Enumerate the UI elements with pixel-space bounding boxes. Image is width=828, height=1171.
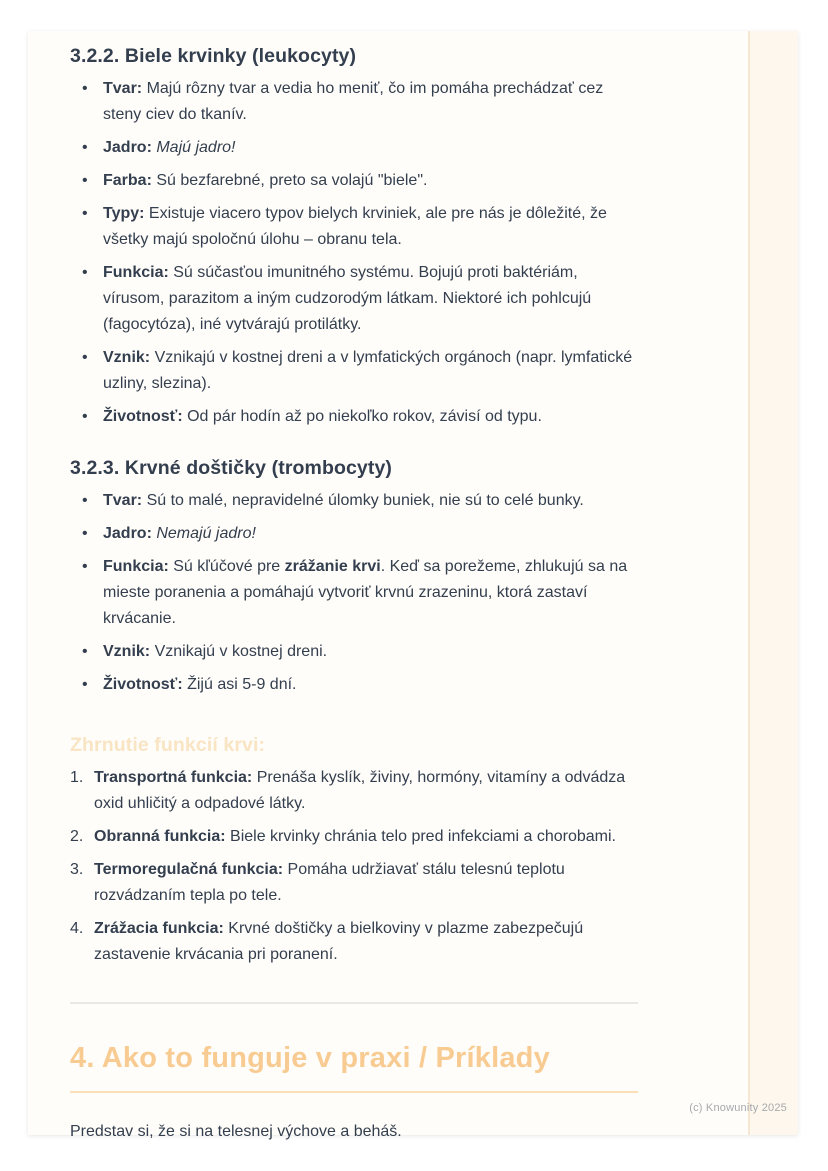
list-item [70, 168, 642, 194]
intro-paragraph: Predstav si, že si na telesnej výchove a beháš. [70, 1123, 402, 1140]
item-text: Sú to malé, nepravidelné úlomky buniek, nie sú to celé bunky. [142, 492, 584, 509]
item-label: Jadro: [103, 139, 152, 156]
document-content [70, 31, 670, 1145]
bullet-icon: • [82, 264, 88, 281]
item-text: Majú rôzny tvar a vedia ho meniť, čo im pomáha prechádzať cez steny ciev do tkanív. [103, 80, 604, 123]
item-label: Životnosť: [103, 408, 183, 425]
bullet-icon: • [82, 80, 88, 97]
copyright-watermark: (c) Knowunity 2025 [689, 1102, 787, 1114]
list-item [70, 260, 642, 338]
bullet-icon: • [82, 676, 88, 693]
list-item [70, 76, 642, 128]
item-text: . Keď sa porežeme, zhlukujú sa na mieste poranenia a pomáhajú vytvoriť krvnú zrazeninu, ktorá zastaví krvácanie. [103, 558, 628, 627]
item-label: Tvar: [103, 80, 143, 97]
item-label: Funkcia: [103, 558, 169, 575]
list-item [70, 916, 642, 968]
item-text-bold: zrážanie krvi [284, 558, 381, 575]
list-item [70, 521, 642, 547]
item-text: Vznikajú v kostnej dreni a v lymfatických orgánoch (napr. lymfatické uzliny, slezina). [103, 349, 633, 392]
item-text: Sú bezfarebné, preto sa volajú "biele". [151, 172, 428, 189]
item-label: Termoregulačná funkcia: [94, 861, 284, 878]
list-item [70, 488, 642, 514]
page-right-margin [750, 31, 798, 1135]
bullet-icon: • [82, 172, 88, 189]
item-text: Sú kľúčové pre [168, 558, 285, 575]
summary-numbered-list [70, 765, 642, 968]
item-text-italic: Nemajú jadro! [151, 525, 256, 542]
item-text: Sú súčasťou imunitného systému. Bojujú proti baktériám, vírusom, parazitom a iným cudzorodým látkam. Niektoré ich pohlcujú (fagocytóza), iné vytvárajú protilátky. [103, 264, 592, 333]
item-label: Obranná funkcia: [94, 828, 226, 845]
bullet-icon: • [82, 558, 88, 575]
item-text: Existuje viacero typov bielych krviniek, ale pre nás je dôležité, že všetky majú spoločnú úlohu – obranu tela. [103, 205, 607, 248]
bullet-icon: • [82, 643, 88, 660]
list-item [70, 857, 642, 909]
bullet-icon: • [82, 349, 88, 366]
list-item [70, 554, 642, 632]
item-number: 4. [70, 920, 84, 937]
item-label: Životnosť: [103, 676, 183, 693]
item-number: 3. [70, 861, 84, 878]
item-text: Pomáha udržiavať stálu telesnú teplotu rozvádzaním tepla po tele. [94, 861, 565, 904]
bullet-icon: • [82, 525, 88, 542]
item-text: Krvné doštičky a bielkoviny v plazme zabezpečujú zastavenie krvácania pri poranení. [94, 920, 584, 963]
summary-heading: Zhrnutie funkcií krvi: [70, 734, 266, 756]
section-divider [70, 1002, 638, 1004]
list-item [70, 765, 642, 817]
item-number: 2. [70, 828, 84, 845]
item-text: Od pár hodín až po niekoľko rokov, závisí od typu. [182, 408, 542, 425]
list-item [70, 639, 642, 665]
list-item [70, 404, 642, 430]
list-item [70, 135, 642, 161]
page-edge-divider [748, 31, 750, 1135]
list-item [70, 672, 642, 698]
item-label: Transportná funkcia: [94, 769, 253, 786]
item-number: 1. [70, 769, 84, 786]
bullet-icon: • [82, 205, 88, 222]
chapter-heading: 4. Ako to funguje v praxi / Príklady [70, 1042, 550, 1074]
list-item [70, 824, 642, 850]
item-text: Vznikajú v kostnej dreni. [150, 643, 328, 660]
item-label: Zrážacia funkcia: [94, 920, 224, 937]
section-heading-leukocytes: 3.2.2. Biele krvinky (leukocyty) [70, 45, 357, 67]
section-heading-platelets: 3.2.3. Krvné doštičky (trombocyty) [70, 457, 392, 479]
item-label: Vznik: [103, 643, 151, 660]
item-text: Prenáša kyslík, živiny, hormóny, vitamíny a odvádza oxid uhličitý a odpadové látky. [94, 769, 626, 812]
list-item [70, 201, 642, 253]
bullet-icon: • [82, 408, 88, 425]
item-text-italic: Majú jadro! [151, 139, 236, 156]
list-item [70, 345, 642, 397]
platelets-bullet-list [70, 488, 642, 698]
item-label: Jadro: [103, 525, 152, 542]
item-label: Funkcia: [103, 264, 169, 281]
leukocytes-bullet-list [70, 76, 642, 430]
item-text: Biele krvinky chránia telo pred infekciami a chorobami. [225, 828, 616, 845]
item-text: Žijú asi 5-9 dní. [182, 676, 297, 693]
item-label: Vznik: [103, 349, 151, 366]
document-page [28, 31, 798, 1140]
item-label: Tvar: [103, 492, 143, 509]
bullet-icon: • [82, 139, 88, 156]
bullet-icon: • [82, 492, 88, 509]
chapter-heading-underline [70, 1091, 638, 1093]
item-label: Farba: [103, 172, 152, 189]
item-label: Typy: [103, 205, 145, 222]
